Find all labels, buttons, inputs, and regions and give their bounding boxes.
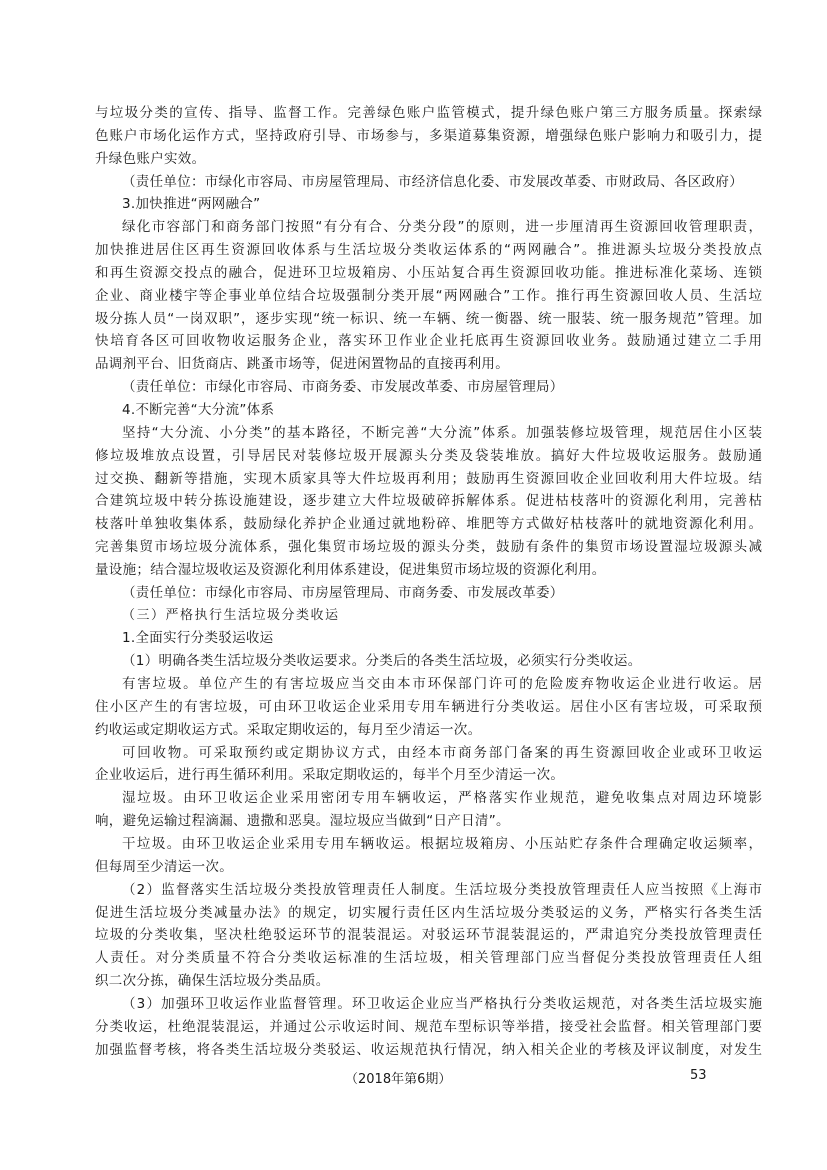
section-heading: （三）严格执行生活垃圾分类收运 — [122, 607, 340, 623]
text-line: 湿垃圾。由环卫收运企业采用密闭专用车辆收运，严格落实作业规范，避免收集点对周边环境影 — [122, 790, 762, 807]
text-line: 过交换、翻新等措施，实现木质家具等大件垃圾再利用；鼓励再生资源回收企业回收利用大件垃圾。结 — [95, 470, 762, 487]
text-line: 色账户市场化运作方式，坚持政府引导、市场参与，多渠道募集资源，增强绿色账户影响力和吸引力，提 — [95, 127, 762, 144]
text-line: 完善集贸市场垃圾分流体系，强化集贸市场垃圾的源头分类，鼓励有条件的集贸市场设置湿垃圾源头减 — [95, 539, 762, 556]
text-line: 加强监督考核，将各类生活垃圾分类驳运、收运规范执行情况，纳入相关企业的考核及评议制度，对发生 — [95, 1041, 762, 1058]
text-line: 快培育各区可回收物收运服务企业，落实环卫作业企业托底再生资源回收业务。鼓励通过建立二手用 — [95, 333, 762, 350]
text-line: 加快推进居住区再生资源回收体系与生活垃圾分类收运体系的“两网融合”。推进源头垃圾分类投放点 — [95, 242, 762, 259]
text-line: 可回收物。可采取预约或定期协议方式，由经本市商务部门备案的再生资源回收企业或环卫收运 — [122, 744, 762, 761]
text-line: 干垃圾。由环卫收运企业采用专用车辆收运。根据垃圾箱房、小压站贮存条件合理确定收运频率， — [122, 836, 762, 852]
text-line: 3.加快推进“两网融合” — [122, 196, 261, 213]
text-line: （2）监督落实生活垃圾分类投放管理责任人制度。生活垃圾分类投放管理责任人应当按照《上海市 — [122, 881, 762, 898]
text-line: 量设施；结合湿垃圾收运及资源化利用体系建设，促进集贸市场垃圾的资源化利用。 — [95, 561, 606, 578]
text-line: 人责任。对分类质量不符合分类收运标准的生活垃圾，相关管理部门应当督促分类投放管理责任人组 — [95, 950, 762, 967]
text-line: 坚持“大分流、小分类”的基本路径，不断完善“大分流”体系。加强装修垃圾管理，规范居住小区装 — [122, 424, 762, 441]
text-line: 企业、商业楼宇等企事业单位结合垃圾强制分类开展“两网融合”工作。推行再生资源回收人员、生活垃 — [95, 287, 762, 304]
text-line: （1）明确各类生活垃圾分类收运要求。分类后的各类生活垃圾，必须实行分类收运。 — [122, 653, 642, 670]
page-number: 53 — [690, 1068, 707, 1083]
text-line: 但每周至少清运一次。 — [95, 858, 233, 875]
text-line: （责任单位：市绿化市容局、市房屋管理局、市商务委、市发展改革委） — [122, 584, 564, 601]
text-line: 和再生资源交投点的融合，促进环卫垃圾箱房、小压站复合再生资源回收功能。推进标准化菜场、连锁 — [95, 264, 762, 281]
text-line: 修垃圾堆放点设置，引导居民对装修垃圾开展源头分类及袋装堆放。搞好大件垃圾收运服务。鼓励通 — [95, 447, 762, 464]
text-line: 垃圾的分类收集，坚决杜绝驳运环节的混装混运。对驳运环节混装混运的，严肃追究分类投放管理责任 — [95, 927, 762, 944]
text-line: 企业收运后，进行再生循环利用。采取定期收运的，每半个月至少清运一次。 — [95, 767, 565, 784]
text-line: 分类收运，杜绝混装混运，并通过公示收运时间、规范车型标识等举措，接受社会监督。相关管理部门要 — [95, 1018, 762, 1035]
text-line: 织二次分拣，确保生活垃圾分类品质。 — [95, 973, 330, 990]
text-line: （责任单位：市绿化市容局、市房屋管理局、市经济信息化委、市发展改革委、市财政局、各区政府） — [122, 173, 743, 190]
text-line: 有害垃圾。单位产生的有害垃圾应当交由本市环保部门许可的危险废弃物收运企业进行收运。居 — [122, 676, 762, 693]
body-text — [95, 102, 762, 1061]
text-line: 绿化市容部门和商务部门按照“有分有合、分类分段”的原则，进一步厘清再生资源回收管理职责， — [122, 219, 762, 236]
text-line: （3）加强环卫收运作业监督管理。环卫收运企业应当严格执行分类收运规范，对各类生活垃圾实施 — [122, 995, 762, 1012]
text-line: （责任单位：市绿化市容局、市商务委、市发展改革委、市房屋管理局） — [122, 379, 564, 396]
text-line: 1.全面实行分类驳运收运 — [122, 630, 274, 647]
text-line: 响，避免运输过程滴漏、遗撒和恶臭。湿垃圾应当做到“日产日清”。 — [95, 813, 510, 830]
text-line: 约收运或定期收运方式。采取定期收运的，每月至少清运一次。 — [95, 721, 482, 738]
text-line: 住小区产生的有害垃圾，可由环卫收运企业采用专用车辆进行分类收运。居住小区有害垃圾，可采取预 — [95, 698, 762, 715]
page-footer — [0, 1068, 827, 1090]
text-line: 促进生活垃圾分类减量办法》的规定，切实履行责任区内生活垃圾分类驳运的义务，严格实行各类生活 — [95, 904, 762, 921]
text-line: 与垃圾分类的宣传、指导、监督工作。完善绿色账户监管模式，提升绿色账户第三方服务质量。探索绿 — [95, 105, 762, 121]
text-line: 圾分拣人员“一岗双职”，逐步实现“统一标识、统一车辆、统一衡器、统一服装、统一服务规范”管理。加 — [95, 310, 762, 327]
issue-label: （2018年第6期） — [345, 1072, 452, 1087]
text-line: 升绿色账户实效。 — [95, 150, 206, 167]
text-line: 品调剂平台、旧货商店、跳蚤市场等，促进闲置物品的直接再利用。 — [95, 356, 509, 373]
text-line: 4.不断完善“大分流”体系 — [122, 401, 275, 418]
text-line: 枝落叶单独收集体系，鼓励绿化养护企业通过就地粉碎、堆肥等方式做好枯枝落叶的就地资源化利用。 — [95, 516, 762, 533]
text-line: 合建筑垃圾中转分拣设施建设，逐步建立大件垃圾破碎拆解体系。促进枯枝落叶的资源化利用，完善枯 — [95, 493, 762, 510]
